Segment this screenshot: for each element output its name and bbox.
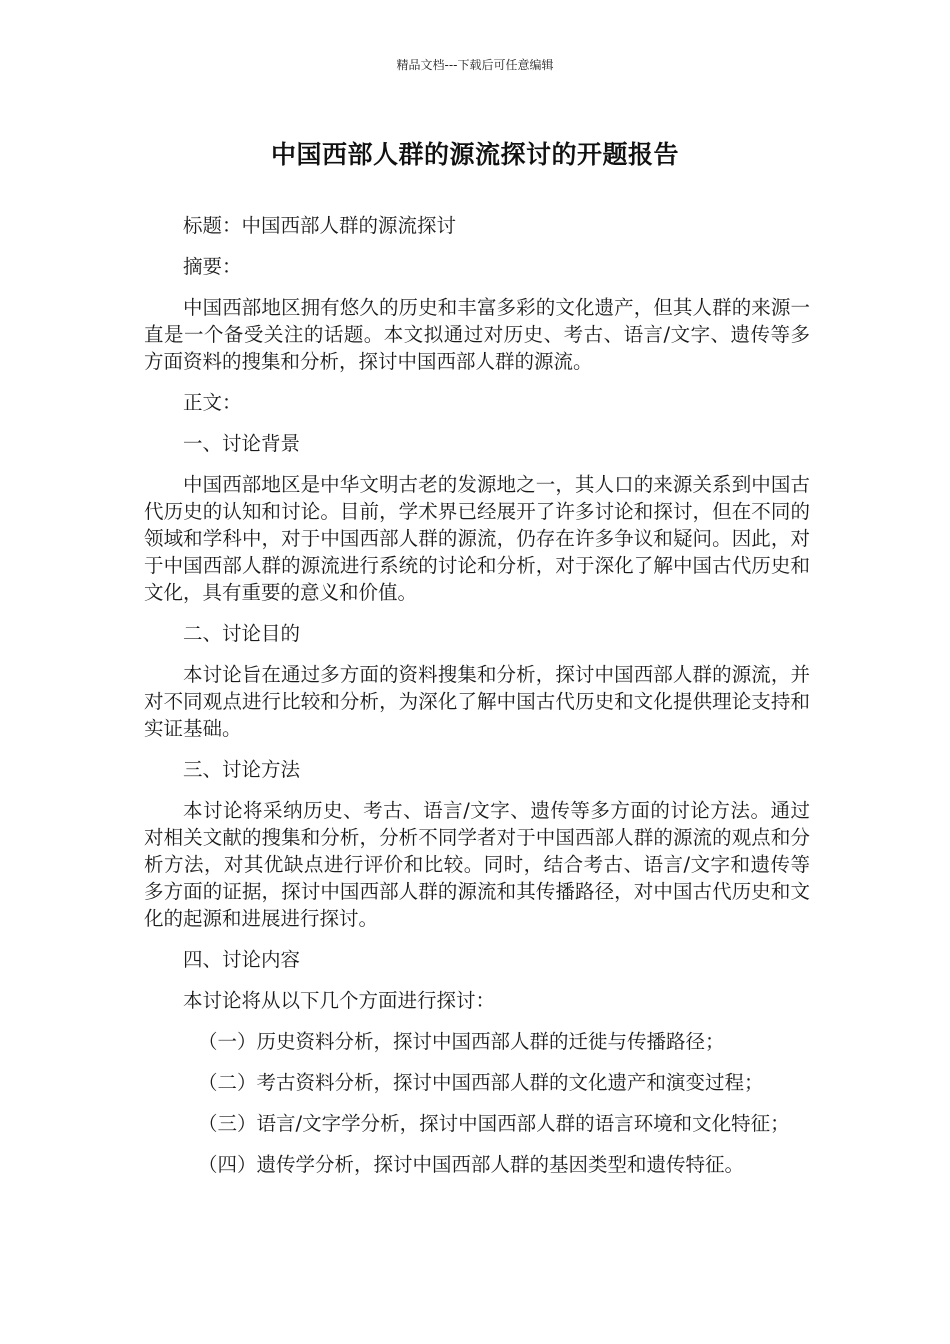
section-heading-content: 四、讨论内容	[183, 948, 301, 971]
section-heading-method: 三、讨论方法	[183, 758, 301, 781]
section-heading-purpose: 二、讨论目的	[183, 622, 301, 645]
section-heading-background: 一、讨论背景	[183, 432, 301, 455]
content-list-item: （四）遗传学分析，探讨中国西部人群的基因类型和遗传特征。	[198, 1153, 745, 1176]
content-list-item: （一）历史资料分析，探讨中国西部人群的迁徙与传播路径；	[198, 1030, 725, 1053]
purpose-paragraph: 本讨论旨在通过多方面的资料搜集和分析，探讨中国西部人群的源流，并对不同观点进行比较和分析，为深化了解中国古代历史和文化提供理论支持和实证基础。	[144, 663, 810, 740]
subject-line: 标题：中国西部人群的源流探讨	[183, 214, 457, 237]
content-list-item: （二）考古资料分析，探讨中国西部人群的文化遗产和演变过程；	[198, 1071, 764, 1094]
abstract-paragraph: 中国西部地区拥有悠久的历史和丰富多彩的文化遗产，但其人群的来源一直是一个备受关注的话题。本文拟通过对历史、考古、语言/文字、遗传等多方面资料的搜集和分析，探讨中国西部人群的源流。	[144, 296, 810, 373]
body-heading: 正文：	[183, 391, 242, 414]
content-list-item: （三）语言/文字学分析，探讨中国西部人群的语言环境和文化特征；	[198, 1112, 790, 1135]
method-paragraph: 本讨论将采纳历史、考古、语言/文字、遗传等多方面的讨论方法。通过对相关文献的搜集和分析，分析不同学者对于中国西部人群的源流的观点和分析方法，对其优缺点进行评价和比较。同时，结合考古、语言/文字和遗传等多方面的证据，探讨中国西部人群的源流和其传播路径，对中国古代历史和文化的起源和进展进行探讨。	[144, 799, 810, 930]
page-header-note: 精品文档---下载后可任意编辑	[396, 58, 554, 72]
content-intro: 本讨论将从以下几个方面进行探讨：	[183, 989, 496, 1012]
document-body	[144, 212, 810, 1192]
abstract-heading: 摘要：	[183, 255, 242, 278]
background-paragraph: 中国西部地区是中华文明古老的发源地之一，其人口的来源关系到中国古代历史的认知和讨论。目前，学术界已经展开了许多讨论和探讨，但在不同的领域和学科中，对于中国西部人群的源流，仍存在许多争议和疑问。因此，对于中国西部人群的源流进行系统的讨论和分析，对于深化了解中国古代历史和文化，具有重要的意义和价值。	[144, 473, 810, 604]
document-title: 中国西部人群的源流探讨的开题报告	[270, 140, 679, 169]
